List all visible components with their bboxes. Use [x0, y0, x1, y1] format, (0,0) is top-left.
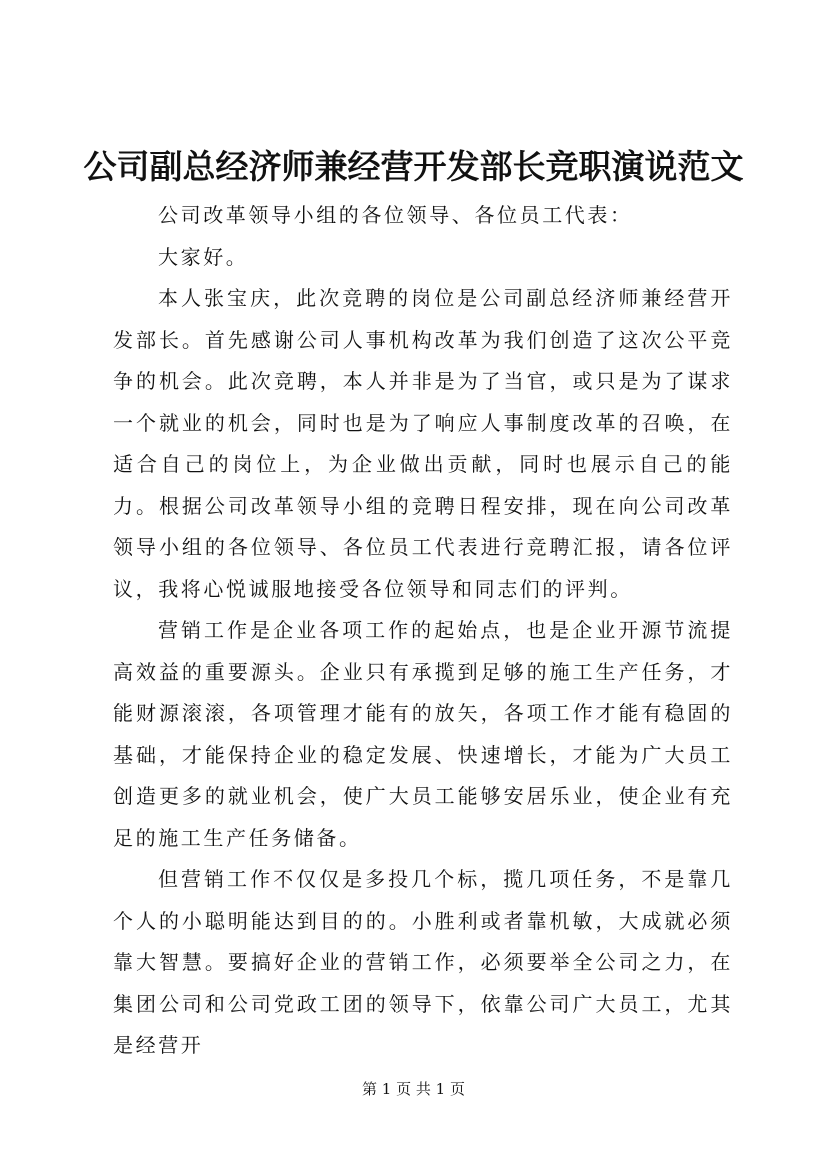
paragraph-3: 但营销工作不仅仅是多投几个标，揽几项任务，不是靠几个人的小聪明能达到目的的。小胜利或者靠机敏，大成就必须靠大智慧。要搞好企业的营销工作，必须要举全公司之力，在集团公司和公司党政工团的领导下，依靠公司广大员工，尤其是经营开 [113, 867, 733, 1057]
paragraph-1: 本人张宝庆，此次竞聘的岗位是公司副总经济师兼经营开发部长。首先感谢公司人事机构改革为我们创造了这次公平竞争的机会。此次竞聘，本人并非是为了当官，或只是为了谋求一个就业的机会，同时也是为了响应人事制度改革的召唤，在适合自己的岗位上，为企业做出贡献，同时也展示自己的能力。根据公司改革领导小组的竞聘日程安排，现在向公司改革领导小组的各位领导、各位员工代表进行竞聘汇报，请各位评议，我将心悦诚服地接受各位领导和同志们的评判。 [113, 286, 733, 601]
page-footer: 第 1 页 共 1 页 [362, 1080, 465, 1098]
document-body [113, 195, 733, 1067]
greeting: 大家好。 [158, 244, 249, 269]
document-title: 公司副总经济师兼经营开发部长竞职演说范文 [83, 147, 744, 186]
paragraph-2: 营销工作是企业各项工作的起始点，也是企业开源节流提高效益的重要源头。企业只有承揽到足够的施工生产任务，才能财源滚滚，各项管理才能有的放矢，各项工作才能有稳固的基础，才能保持企业的稳定发展、快速增长，才能为广大员工创造更多的就业机会，使广大员工能够安居乐业，使企业有充足的施工生产任务储备。 [113, 618, 733, 850]
salutation: 公司改革领导小组的各位领导、各位员工代表： [158, 203, 633, 227]
